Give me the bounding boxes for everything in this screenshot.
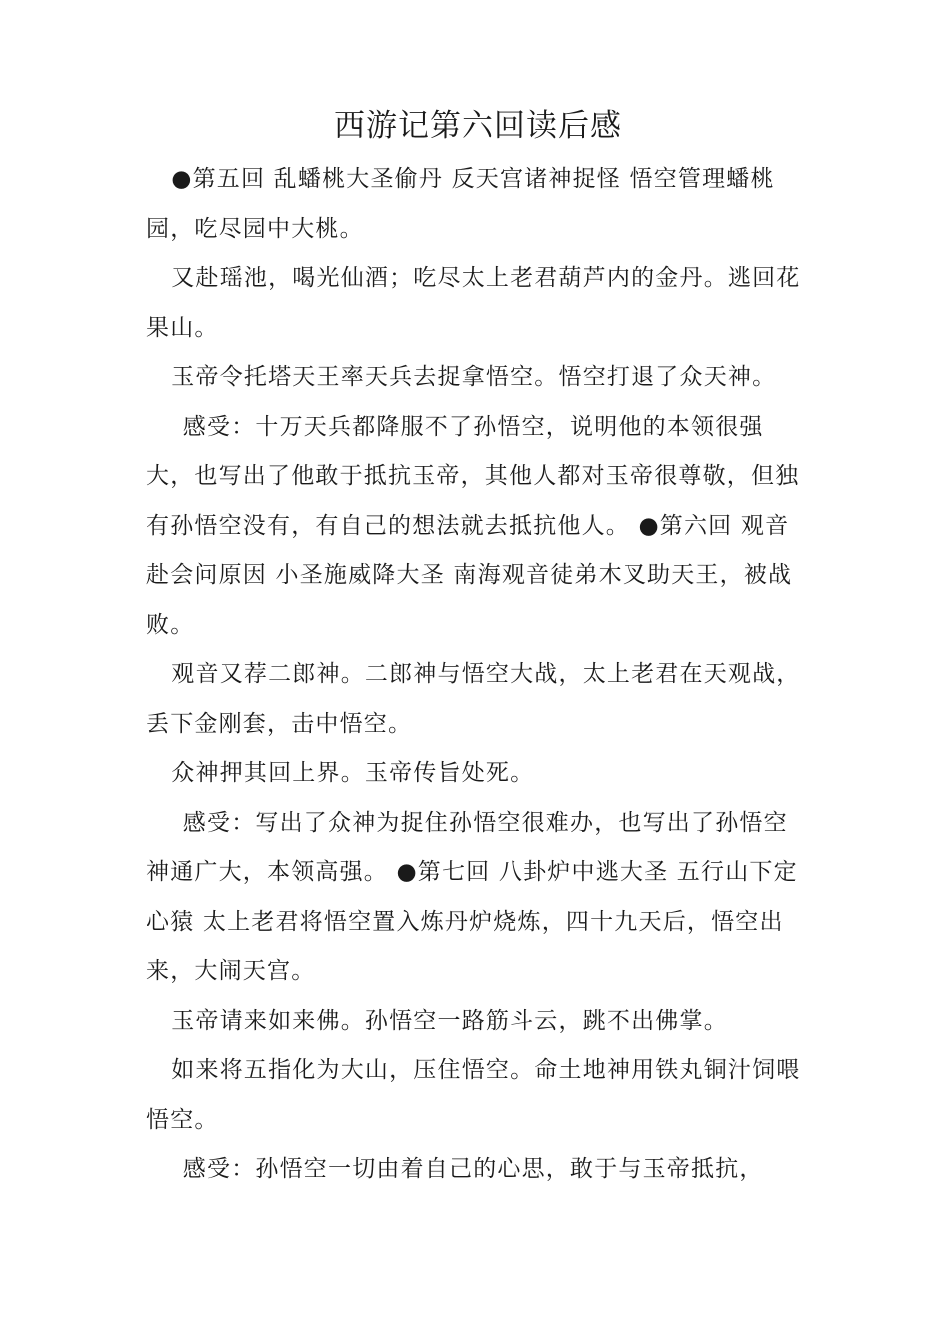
paragraph-erlang: 观音又荐二郎神。二郎神与悟空大战，太上老君在天观战，丢下金刚套，击中悟空。 — [146, 661, 801, 737]
document-title: 西游记第六回读后感 — [334, 108, 622, 144]
paragraph-execution: 众神押其回上界。玉帝传旨处死。 — [171, 760, 535, 786]
paragraph-feeling-1: 感受：十万天兵都降服不了孙悟空，说明他的本领很强大，也写出了他敢于抵抗玉帝，其他人都对玉帝很尊敬，但独有孙悟空没有，有自己的想法就去抵抗他人。 ●第六回 观音赴会问原因 小圣施威降大圣 南海观音徒弟木叉助天王，被战败。 — [146, 413, 800, 638]
paragraph-buddha: 玉帝请来如来佛。孙悟空一路筋斗云，跳不出佛掌。 — [171, 1007, 728, 1034]
paragraph-five-fingers: 如来将五指化为大山，压住悟空。命土地神用铁丸铜汁饲喂悟空。 — [146, 1057, 801, 1133]
paragraph-feeling-2: 感受：写出了众神为捉住孙悟空很难办，也写出了孙悟空神通广大，本领高强。 ●第七回 八卦炉中逃大圣 五行山下定心猿 太上老君将悟空置入炼丹炉烧炼，四十九天后，悟空出来，大闹天宫。 — [146, 809, 798, 984]
document-page — [146, 100, 810, 1195]
paragraph-jade-emperor: 玉帝令托塔天王率天兵去捉拿悟空。悟空打退了众天神。 — [171, 364, 777, 390]
paragraph-yaochi: 又赴瑶池，喝光仙酒；吃尽太上老君葫芦内的金丹。逃回花果山。 — [146, 265, 801, 341]
paragraph-chapter-5: ●第五回 乱蟠桃大圣偷丹 反天宫诸神捉怪 悟空管理蟠桃园，吃尽园中大桃。 — [146, 166, 775, 242]
paragraph-feeling-3: 感受：孙悟空一切由着自己的心思，敢于与玉帝抵抗， — [182, 1156, 764, 1182]
